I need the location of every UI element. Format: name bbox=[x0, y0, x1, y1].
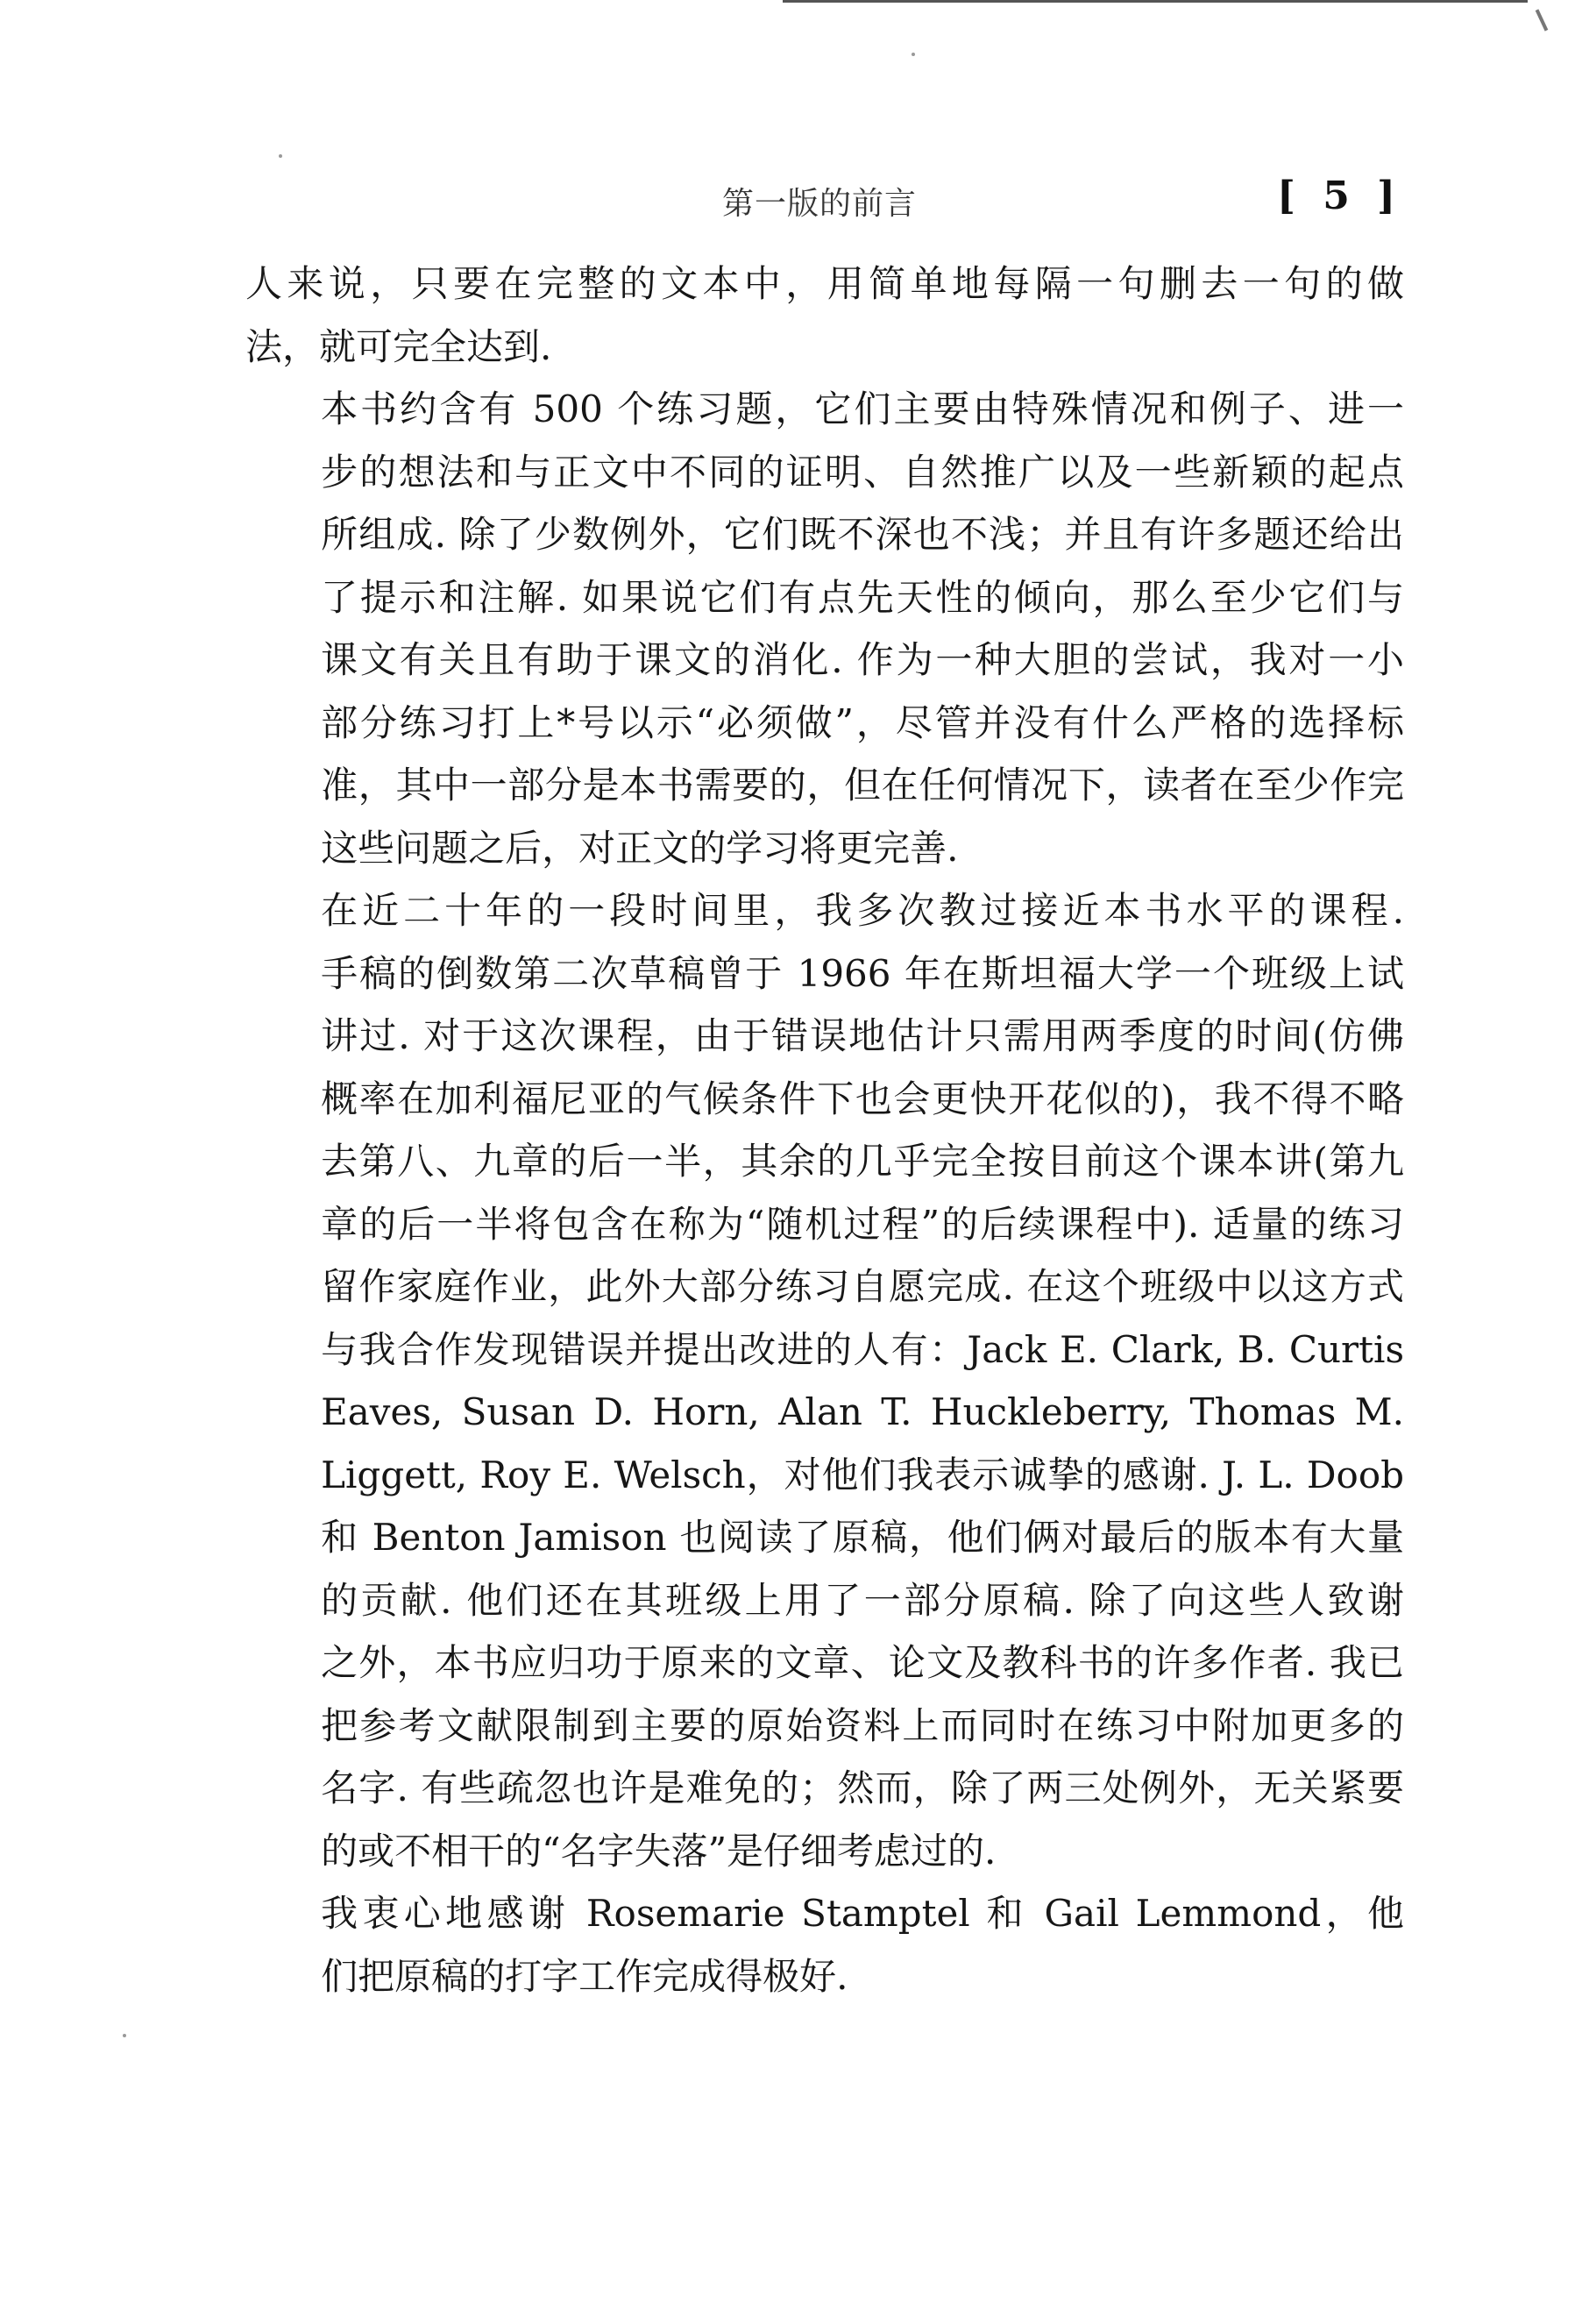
body-text bbox=[245, 252, 1404, 2008]
text-line: 与我合作发现错误并提出改进的人有：Jack E. Clark, B. Curtis bbox=[321, 1327, 1404, 1371]
running-title: 第一版的前言 bbox=[721, 186, 917, 222]
text-line: Liggett, Roy E. Welsch，对他们我表示诚挚的感谢. J. L. Doob bbox=[321, 1453, 1404, 1496]
text-line: 手稿的倒数第二次草稿曾于 1966 年在斯坦福大学一个班级上试 bbox=[321, 951, 1404, 995]
text-line: Eaves, Susan D. Horn, Alan T. Huckleberry, Thomas M. bbox=[321, 1390, 1404, 1433]
text-line: 的或不相干的“名字失落”是仔细考虑过的. bbox=[321, 1829, 997, 1873]
running-head bbox=[237, 172, 1402, 224]
paragraph-3 bbox=[245, 879, 1404, 1882]
text-line: 去第八、九章的后一半，其余的几乎完全按目前这个课本讲(第九 bbox=[321, 1140, 1404, 1183]
text-line: 法，就可完全达到. bbox=[245, 324, 552, 368]
text-line: 本书约含有 500 个练习题，它们主要由特殊情况和例子、进一 bbox=[321, 387, 1404, 430]
text-line: 在近二十年的一段时间里，我多次教过接近本书水平的课程. bbox=[321, 889, 1404, 932]
text-line: 人来说，只要在完整的文本中，用简单地每隔一句删去一句的做 bbox=[245, 262, 1404, 305]
page-number: [ 5 ] bbox=[1277, 174, 1402, 218]
scan-edge-mark bbox=[1536, 9, 1549, 31]
text-line: 名字. 有些疏忽也许是难免的；然而，除了两三处例外，无关紧要 bbox=[321, 1766, 1404, 1809]
paragraph-4 bbox=[245, 1882, 1404, 2008]
text-line: 和 Benton Jamison 也阅读了原稿，他们俩对最后的版本有大量 bbox=[321, 1516, 1404, 1559]
text-line: 概率在加利福尼亚的气候条件下也会更快开花似的)，我不得不略 bbox=[321, 1077, 1404, 1120]
text-line: 章的后一半将包含在称为“随机过程”的后续课程中). 适量的练习 bbox=[321, 1202, 1404, 1246]
text-line: 了提示和注解. 如果说它们有点先天性的倾向，那么至少它们与 bbox=[321, 575, 1404, 619]
text-line: 这些问题之后，对正文的学习将更完善. bbox=[321, 826, 959, 870]
paragraph-1 bbox=[245, 252, 1404, 378]
text-line: 的贡献. 他们还在其班级上用了一部分原稿. 除了向这些人致谢 bbox=[321, 1578, 1404, 1622]
paragraph-2 bbox=[245, 378, 1404, 879]
text-line: 之外，本书应归功于原来的文章、论文及教科书的许多作者. 我已 bbox=[321, 1641, 1404, 1684]
scan-speck bbox=[123, 2034, 126, 2037]
text-line: 部分练习打上*号以示“必须做”，尽管并没有什么严格的选择标 bbox=[321, 700, 1404, 744]
text-line: 步的想法和与正文中不同的证明、自然推广以及一些新颖的起点 bbox=[321, 450, 1404, 494]
text-line: 们把原稿的打字工作完成得极好. bbox=[321, 1954, 848, 1998]
text-line: 留作家庭作业，此外大部分练习自愿完成. 在这个班级中以这方式 bbox=[321, 1265, 1404, 1308]
top-edge-rule bbox=[783, 0, 1528, 3]
scan-speck bbox=[912, 53, 915, 56]
text-line: 课文有关且有助于课文的消化. 作为一种大胆的尝试，我对一小 bbox=[321, 638, 1404, 681]
text-line: 准，其中一部分是本书需要的，但在任何情况下，读者在至少作完 bbox=[321, 764, 1404, 807]
scan-speck bbox=[279, 154, 282, 158]
text-line: 所组成. 除了少数例外，它们既不深也不浅；并且有许多题还给出 bbox=[321, 513, 1404, 556]
text-line: 把参考文献限制到主要的原始资料上而同时在练习中附加更多的 bbox=[321, 1703, 1404, 1747]
text-line: 讲过. 对于这次课程，由于错误地估计只需用两季度的时间(仿佛 bbox=[321, 1014, 1404, 1057]
text-line: 我衷心地感谢 Rosemarie Stamptel 和 Gail Lemmond，他 bbox=[321, 1892, 1404, 1935]
